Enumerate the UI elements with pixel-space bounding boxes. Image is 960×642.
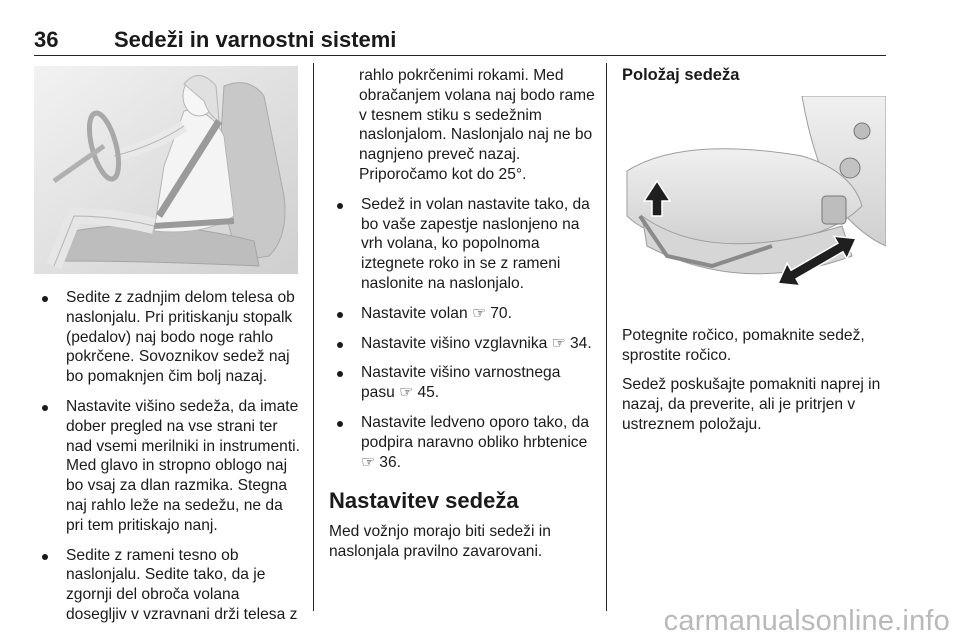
list-item: Sedite z zadnjim delom telesa ob naslonjalu. Pri pritiskanju stopalk (pedalov) naj bodo noge rahlo pokrčene. Sovoznikov sedež naj bo pomaknjen čim bolj nazaj. <box>34 288 300 387</box>
bullet-icon <box>42 405 48 411</box>
section-paragraph: Med vožnjo morajo biti sedeži in naslonjala pravilno zavarovani. <box>329 523 551 561</box>
bullet-icon <box>337 312 343 318</box>
list-item: Sedež in volan nastavite tako, da bo vaše zapestje naslonjeno na vrh volana, ko popolnoma iztegnete roko in se z rameni naslonite na naslonjalo. <box>329 195 595 294</box>
header-divider <box>34 55 886 56</box>
bullet-icon <box>42 296 48 302</box>
bullet-icon <box>337 421 343 427</box>
list-item: Nastavite višino sedeža, da imate dober pregled na vse strani ter nad vsemi merilniki in instrumenti. Med glavo in stropno oblogo naj bo vsaj za dlan razmika. Stegna naj rahlo leže na sedežu, ne da pri tem pritiskajo nanj. <box>34 397 300 536</box>
section-title: Sedeži in varnostni sistemi <box>114 27 397 52</box>
watermark: carmanualsonline.info <box>663 605 950 637</box>
subsection-heading: Položaj sedeža <box>622 66 740 84</box>
bullet-icon <box>337 371 343 377</box>
instruction-paragraph: Potegnite ročico, pomaknite sedež, sprostite ročico. <box>622 326 865 364</box>
list-item: Nastavite višino vzglavnika ☞ 34. <box>329 334 595 354</box>
continuation-text: rahlo pokrčenimi rokami. Med obračanjem volana naj bodo rame v tesnem stiku s sedežnim naslonjalom. Naslonjalo naj ne bo nagnjeno preveč nazaj. Priporočamo kot do 25°. <box>359 67 595 183</box>
list-item: Nastavite ledveno oporo tako, da podpira naravno obliko hrbtenice ☞ 36. <box>329 413 595 472</box>
bullet-icon <box>42 554 48 560</box>
list-item: Nastavite volan ☞ 70. <box>329 304 595 324</box>
figure-spacer <box>622 94 888 326</box>
page-number: 36 <box>34 27 59 52</box>
list-item: Nastavite višino varnostnega pasu ☞ 45. <box>329 363 595 403</box>
column-divider-left <box>313 63 314 611</box>
instruction-paragraph: Sedež poskušajte pomakniti naprej in nazaj, da preverite, ali je pritrjen v ustreznem položaju. <box>622 376 881 433</box>
right-column <box>622 66 888 445</box>
bullet-icon <box>337 203 343 209</box>
page-header <box>34 27 886 53</box>
column-divider-right <box>606 63 607 611</box>
list-item: Sedite z rameni tesno ob naslonjalu. Sedite tako, da je zgornji del obroča volana dosegljiv v vzravnani drži telesa z <box>34 546 300 625</box>
left-column <box>34 288 300 635</box>
driver-seating-illustration <box>34 66 298 274</box>
bullet-icon <box>337 342 343 348</box>
section-heading: Nastavitev sedeža <box>329 488 519 514</box>
middle-column <box>329 66 595 572</box>
